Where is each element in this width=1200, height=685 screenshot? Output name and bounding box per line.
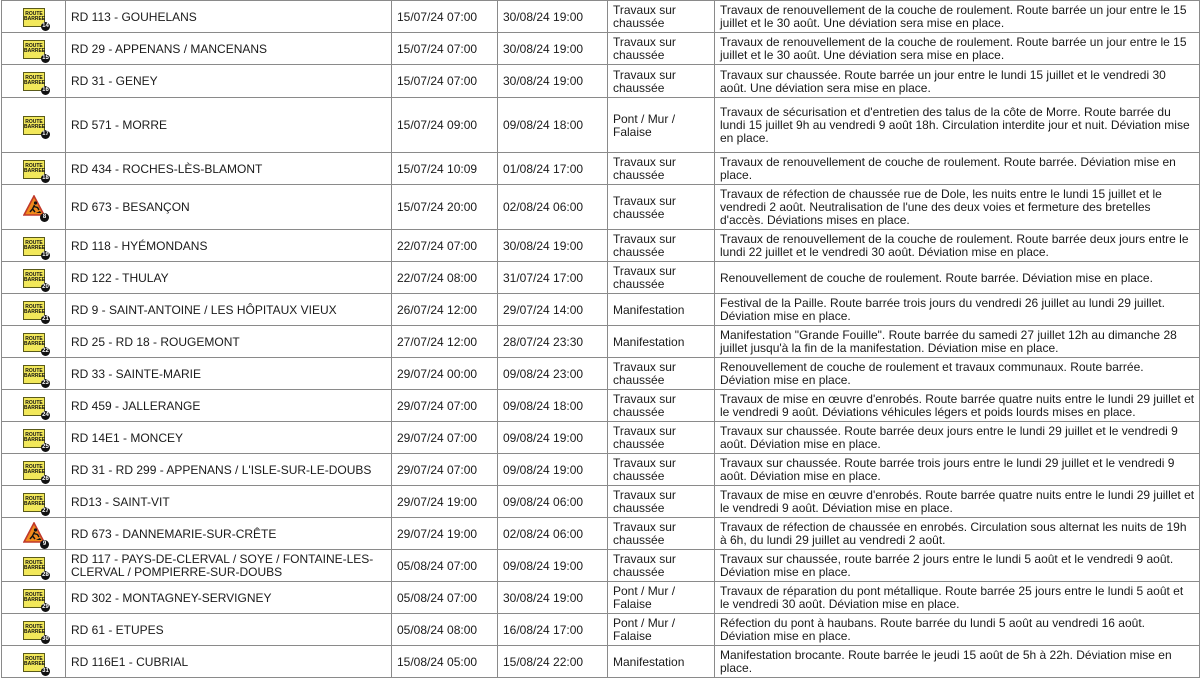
road-name: RD 673 - DANNEMARIE-SUR-CRÊTE: [66, 518, 392, 550]
road-name: RD 117 - PAYS-DE-CLERVAL / SOYE / FONTAINE-LES-CLERVAL / POMPIERRE-SUR-DOUBS: [66, 550, 392, 582]
description: Festival de la Paille. Route barrée trois jours du vendredi 26 juillet au lundi 29 juillet. Déviation mise en place.: [715, 294, 1200, 326]
road-closed-sign-text: ROUTE BARREE: [24, 463, 46, 475]
start-date: 15/07/24 07:00: [392, 33, 498, 65]
closure-type: Manifestation: [608, 646, 715, 678]
road-closed-icon: [23, 589, 49, 610]
description: Travaux de réfection de chaussée rue de Dole, les nuits entre le lundi 15 juillet et le vendredi 2 août. Neutralisation de l'une des deux voies et fermeture des bretelles d'accès. Déviations mises en place.: [715, 185, 1200, 230]
icon-cell: [2, 454, 66, 486]
table-row: [2, 358, 1200, 390]
road-closed-icon: [23, 237, 49, 258]
description: Travaux de réparation du pont métallique. Route barrée 25 jours entre le lundi 5 août et le vendredi 30 août. Déviation mise en place.: [715, 582, 1200, 614]
description: Travaux sur chaussée. Route barrée deux jours entre le lundi 29 juillet et le vendredi 9 août. Déviation mise en place.: [715, 422, 1200, 454]
road-closed-sign-text: ROUTE BARREE: [24, 495, 46, 507]
icon-cell: [2, 33, 66, 65]
road-closed-icon: [23, 461, 49, 482]
road-closed-icon: [23, 116, 49, 137]
road-name: RD 33 - SAINTE-MARIE: [66, 358, 392, 390]
description: Renouvellement de couche de roulement. Route barrée. Déviation mise en place.: [715, 262, 1200, 294]
start-date: 27/07/24 12:00: [392, 326, 498, 358]
end-date: 02/08/24 06:00: [498, 185, 608, 230]
icon-cell: [2, 326, 66, 358]
road-name: RD 29 - APPENANS / MANCENANS: [66, 33, 392, 65]
icon-cell: [2, 65, 66, 98]
table-row: [2, 230, 1200, 262]
start-date: 26/07/24 12:00: [392, 294, 498, 326]
table-row: [2, 98, 1200, 153]
road-name: RD 61 - ETUPES: [66, 614, 392, 646]
road-closed-icon: [23, 40, 49, 61]
end-date: 02/08/24 06:00: [498, 518, 608, 550]
icon-cell: [2, 646, 66, 678]
icon-cell: [2, 1, 66, 33]
table-row: [2, 518, 1200, 550]
description: Travaux de renouvellement de la couche de roulement. Route barrée un jour entre le 15 juillet et le 30 août. Une déviation sera mise en place.: [715, 1, 1200, 33]
table-body: [2, 1, 1200, 678]
start-date: 29/07/24 07:00: [392, 454, 498, 486]
start-date: 29/07/24 00:00: [392, 358, 498, 390]
road-name: RD 113 - GOUHELANS: [66, 1, 392, 33]
closure-type: Travaux sur chaussée: [608, 358, 715, 390]
road-closed-icon: [23, 333, 49, 354]
road-closed-icon: [23, 365, 49, 386]
road-name: RD 116E1 - CUBRIAL: [66, 646, 392, 678]
start-date: 29/07/24 19:00: [392, 518, 498, 550]
description: Travaux de sécurisation et d'entretien des talus de la côte de Morre. Route barrée du lundi 15 juillet 9h au vendredi 9 août 18h. Circulation interdite jour et nuit. Déviation mise en place.: [715, 98, 1200, 153]
road-closed-sign-text: ROUTE BARREE: [24, 42, 46, 54]
road-closed-sign-text: ROUTE BARREE: [24, 399, 46, 411]
icon-cell: [2, 518, 66, 550]
end-date: 09/08/24 18:00: [498, 98, 608, 153]
start-date: 29/07/24 07:00: [392, 390, 498, 422]
description: Travaux de renouvellement de la couche de roulement. Route barrée un jour entre le 15 juillet et le 30 août. Une déviation sera mise en place.: [715, 33, 1200, 65]
end-date: 09/08/24 06:00: [498, 486, 608, 518]
description: Travaux de mise en œuvre d'enrobés. Route barrée quatre nuits entre le lundi 29 juillet et le vendredi 9 août. Déviations véhicules légers et poids lourds mises en place.: [715, 390, 1200, 422]
road-closed-icon: [23, 653, 49, 674]
icon-cell: [2, 582, 66, 614]
closure-type: Travaux sur chaussée: [608, 454, 715, 486]
start-date: 22/07/24 08:00: [392, 262, 498, 294]
table-row: [2, 262, 1200, 294]
sign-number-badge: 27: [42, 507, 49, 514]
closure-type: Travaux sur chaussée: [608, 262, 715, 294]
road-closed-sign-text: ROUTE BARREE: [24, 75, 46, 86]
road-closed-sign-text: ROUTE BARREE: [24, 367, 46, 379]
icon-cell: [2, 486, 66, 518]
sign-number-badge: 16: [42, 87, 49, 93]
sign-number-badge: 17: [42, 131, 49, 137]
icon-cell: [2, 98, 66, 153]
road-closed-sign-text: ROUTE BARREE: [24, 559, 46, 571]
road-closures-table: [1, 0, 1200, 678]
start-date: 05/08/24 07:00: [392, 582, 498, 614]
description: Travaux sur chaussée. Route barrée trois jours entre le lundi 29 juillet et le vendredi 9 août. Déviation mise en place.: [715, 454, 1200, 486]
table-row: [2, 326, 1200, 358]
end-date: 09/08/24 19:00: [498, 422, 608, 454]
closure-type: Manifestation: [608, 294, 715, 326]
road-name: RD 302 - MONTAGNEY-SERVIGNEY: [66, 582, 392, 614]
sign-number-badge: 25: [42, 443, 49, 450]
roadworks-icon: [23, 522, 47, 547]
closure-type: Travaux sur chaussée: [608, 153, 715, 185]
sign-number-badge: 9: [40, 540, 49, 549]
road-name: RD13 - SAINT-VIT: [66, 486, 392, 518]
road-closed-icon: [23, 557, 49, 578]
road-name: RD 9 - SAINT-ANTOINE / LES HÔPITAUX VIEUX: [66, 294, 392, 326]
closure-type: Travaux sur chaussée: [608, 422, 715, 454]
road-name: RD 459 - JALLERANGE: [66, 390, 392, 422]
start-date: 15/07/24 20:00: [392, 185, 498, 230]
start-date: 22/07/24 07:00: [392, 230, 498, 262]
closure-type: Pont / Mur / Falaise: [608, 614, 715, 646]
start-date: 15/07/24 07:00: [392, 1, 498, 33]
sign-number-badge: 22: [42, 347, 49, 354]
road-name: RD 118 - HYÉMONDANS: [66, 230, 392, 262]
sign-number-badge: 26: [42, 475, 49, 482]
closure-type: Travaux sur chaussée: [608, 33, 715, 65]
description: Travaux sur chaussée, route barrée 2 jours entre le lundi 5 août et le vendredi 9 août. Déviation mise en place.: [715, 550, 1200, 582]
end-date: 31/07/24 17:00: [498, 262, 608, 294]
end-date: 15/08/24 22:00: [498, 646, 608, 678]
road-closed-sign-text: ROUTE BARREE: [24, 271, 46, 283]
sign-number-badge: 23: [42, 379, 49, 386]
road-closed-sign-text: ROUTE BARREE: [24, 655, 46, 667]
road-closed-icon: [23, 493, 49, 514]
description: Renouvellement de couche de roulement et travaux communaux. Route barrée. Déviation mise en place.: [715, 358, 1200, 390]
start-date: 15/07/24 10:09: [392, 153, 498, 185]
sign-number-badge: 19: [42, 251, 49, 258]
road-name: RD 14E1 - MONCEY: [66, 422, 392, 454]
roadworks-icon: [23, 195, 47, 220]
icon-cell: [2, 550, 66, 582]
sign-number-badge: 14: [42, 22, 49, 29]
sign-number-badge: 15: [42, 54, 49, 61]
table-row: [2, 614, 1200, 646]
road-closed-icon: [23, 429, 49, 450]
icon-cell: [2, 262, 66, 294]
icon-cell: [2, 153, 66, 185]
closure-type: Travaux sur chaussée: [608, 1, 715, 33]
end-date: 30/08/24 19:00: [498, 582, 608, 614]
road-closed-icon: [23, 397, 49, 418]
end-date: 09/08/24 18:00: [498, 390, 608, 422]
road-closed-sign-text: ROUTE BARREE: [24, 162, 46, 174]
table-row: [2, 65, 1200, 98]
end-date: 09/08/24 23:00: [498, 358, 608, 390]
end-date: 30/08/24 19:00: [498, 33, 608, 65]
table-row: [2, 390, 1200, 422]
description: Manifestation "Grande Fouille". Route barrée du samedi 27 juillet 12h au dimanche 28 juillet jusqu'à la fin de la manifestation. Déviation mise en place.: [715, 326, 1200, 358]
table-row: [2, 294, 1200, 326]
sign-number-badge: 20: [42, 283, 49, 290]
table-row: [2, 486, 1200, 518]
road-closed-sign-text: ROUTE BARREE: [24, 431, 46, 443]
end-date: 29/07/24 14:00: [498, 294, 608, 326]
start-date: 15/07/24 09:00: [392, 98, 498, 153]
road-name: RD 122 - THULAY: [66, 262, 392, 294]
closure-type: Travaux sur chaussée: [608, 486, 715, 518]
table-row: [2, 550, 1200, 582]
end-date: 30/08/24 19:00: [498, 65, 608, 98]
road-closed-sign-text: ROUTE BARREE: [24, 119, 46, 130]
road-name: RD 571 - MORRE: [66, 98, 392, 153]
icon-cell: [2, 390, 66, 422]
road-name: RD 25 - RD 18 - ROUGEMONT: [66, 326, 392, 358]
road-closed-icon: [23, 8, 49, 29]
start-date: 15/08/24 05:00: [392, 646, 498, 678]
end-date: 30/08/24 19:00: [498, 230, 608, 262]
start-date: 29/07/24 19:00: [392, 486, 498, 518]
road-closed-sign-text: ROUTE BARREE: [24, 10, 46, 22]
road-closed-sign-text: ROUTE BARREE: [24, 239, 46, 251]
start-date: 29/07/24 07:00: [392, 422, 498, 454]
end-date: 30/08/24 19:00: [498, 1, 608, 33]
start-date: 05/08/24 08:00: [392, 614, 498, 646]
sign-number-badge: 8: [40, 213, 49, 222]
closure-type: Manifestation: [608, 326, 715, 358]
description: Travaux de renouvellement de la couche de roulement. Route barrée deux jours entre le lundi 22 juillet et le vendredi 30 août. Déviation mise en place.: [715, 230, 1200, 262]
table-row: [2, 33, 1200, 65]
road-closed-icon: [23, 269, 49, 290]
road-name: RD 434 - ROCHES-LÈS-BLAMONT: [66, 153, 392, 185]
start-date: 05/08/24 07:00: [392, 550, 498, 582]
road-closed-icon: [23, 160, 49, 181]
closure-type: Travaux sur chaussée: [608, 390, 715, 422]
road-closed-sign-text: ROUTE BARREE: [24, 623, 46, 635]
sign-number-badge: 28: [42, 571, 49, 578]
icon-cell: [2, 294, 66, 326]
road-closed-icon: [23, 621, 49, 642]
road-closed-sign-text: ROUTE BARREE: [24, 335, 46, 347]
start-date: 15/07/24 07:00: [392, 65, 498, 98]
road-closed-icon: [23, 301, 49, 322]
table-row: [2, 153, 1200, 185]
table-row: [2, 582, 1200, 614]
sign-number-badge: 21: [42, 315, 49, 322]
end-date: 09/08/24 19:00: [498, 454, 608, 486]
sign-number-badge: 30: [42, 635, 49, 642]
description: Travaux de renouvellement de couche de roulement. Route barrée. Déviation mise en place.: [715, 153, 1200, 185]
description: Travaux de réfection de chaussée en enrobés. Circulation sous alternat les nuits de 19h à 6h, du lundi 29 juillet au vendredi 2 août.: [715, 518, 1200, 550]
road-closed-sign-text: ROUTE BARREE: [24, 303, 46, 315]
description: Travaux sur chaussée. Route barrée un jour entre le lundi 15 juillet et le vendredi 30 août. Une déviation sera mise en place.: [715, 65, 1200, 98]
road-name: RD 31 - RD 299 - APPENANS / L'ISLE-SUR-LE-DOUBS: [66, 454, 392, 486]
table-row: [2, 422, 1200, 454]
closure-type: Travaux sur chaussée: [608, 65, 715, 98]
description: Manifestation brocante. Route barrée le jeudi 15 août de 5h à 22h. Déviation mise en place.: [715, 646, 1200, 678]
road-closed-sign-text: ROUTE BARREE: [24, 591, 46, 603]
icon-cell: [2, 185, 66, 230]
icon-cell: [2, 614, 66, 646]
table-row: [2, 1, 1200, 33]
closure-type: Travaux sur chaussée: [608, 185, 715, 230]
table-row: [2, 646, 1200, 678]
closure-type: Travaux sur chaussée: [608, 518, 715, 550]
sign-number-badge: 24: [42, 411, 49, 418]
sign-number-badge: 31: [42, 667, 49, 674]
closure-type: Pont / Mur / Falaise: [608, 582, 715, 614]
end-date: 01/08/24 17:00: [498, 153, 608, 185]
road-name: RD 673 - BESANÇON: [66, 185, 392, 230]
icon-cell: [2, 422, 66, 454]
closure-type: Travaux sur chaussée: [608, 230, 715, 262]
table-row: [2, 454, 1200, 486]
sign-number-badge: 18: [42, 174, 49, 181]
road-closed-icon: [23, 72, 49, 93]
table-row: [2, 185, 1200, 230]
icon-cell: [2, 230, 66, 262]
end-date: 09/08/24 19:00: [498, 550, 608, 582]
sign-number-badge: 29: [42, 603, 49, 610]
closure-type: Pont / Mur / Falaise: [608, 98, 715, 153]
end-date: 28/07/24 23:30: [498, 326, 608, 358]
closure-type: Travaux sur chaussée: [608, 550, 715, 582]
icon-cell: [2, 358, 66, 390]
description: Travaux de mise en œuvre d'enrobés. Route barrée quatre nuits entre le lundi 29 juillet et le vendredi 9 août. Déviation mise en place.: [715, 486, 1200, 518]
description: Réfection du pont à haubans. Route barrée du lundi 5 août au vendredi 16 août. Déviation mise en place.: [715, 614, 1200, 646]
road-name: RD 31 - GENEY: [66, 65, 392, 98]
end-date: 16/08/24 17:00: [498, 614, 608, 646]
